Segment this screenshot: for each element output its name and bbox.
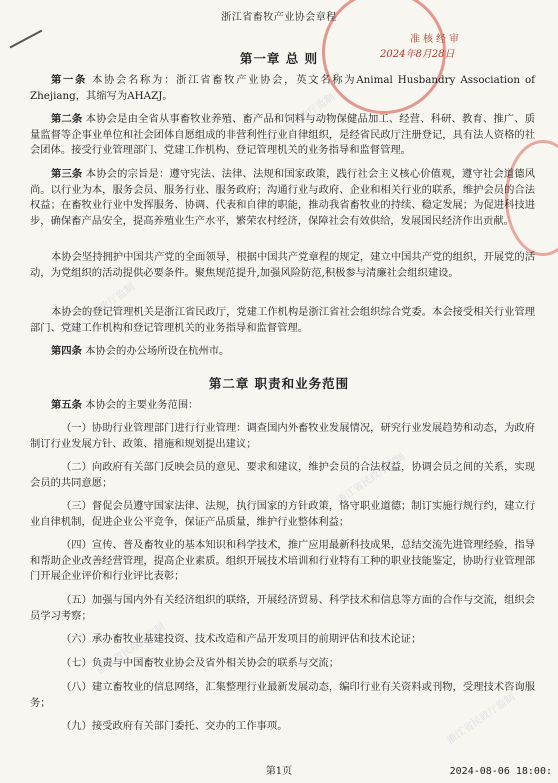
article-5 (30, 398, 535, 414)
article-3-text: 本协会的宗旨是：遵守宪法、法律、法规和国家政策，践行社会主义核心价值观，遵守社会道德风尚。以行业为本，服务会员、服务行业、服务政府；沟通行业与政府、企业和相关行业的联系，维护会员的合法权益；在畜牧业行业中发挥服务、协调、代表和自律的职能，推动我省畜牧业的持续、稳定发展；为促进科技进步，确保畜产品安全，提高养殖业生产水平，繁荣农村经济，保障社会有效供给，发展国民经济作出贡献。 (30, 168, 535, 227)
article-5-lead: 第五条 (51, 399, 82, 411)
watermark-1: 浙江省民政厅监制 (65, 281, 138, 337)
article-1-text: 本协会名称为：浙江省畜牧产业协会，英文名称为Animal Husbandry Association of Zhejiang，其缩写为AHAZJ。 (30, 74, 535, 102)
article-1-lead: 第一条 (51, 74, 88, 86)
page-number: 第1页 (265, 766, 293, 777)
article-4 (30, 344, 535, 360)
scan-timestamp: 2024-08-06 18:00: (449, 766, 552, 777)
chapter-2-title: 第二章 职责和业务范围 (208, 376, 350, 391)
chapter-1-title: 第一章 总 则 (239, 51, 319, 66)
article-4-lead: 第四条 (51, 345, 82, 357)
article-3 (30, 167, 535, 229)
scope-item-3: （三）督促会员遵守国家法律、法规，执行国家的方针政策，恪守职业道德；制订实施行规行约，建立行业自律机制，促进企业公平竞争，保证产品质量，维护行业整体利益； (30, 500, 535, 528)
scope-item-6: （六）承办畜牧业基建投资、技术改造和产品开发项目的前期评估和技术论证； (61, 633, 422, 645)
scope-item-8: （八）建立畜牧业的信息网络，汇集整理行业最新发展动态，编印行业有关资料或刊物，受理技术咨询服务； (30, 681, 535, 709)
registration-paragraph: 本协会的登记管理机关是浙江省民政厅，党建工作机构是浙江省社会组织综合党委。本会接受相关行业管理部门、党建工作机构和登记管理机关的业务指导和监督管理。 (30, 306, 535, 334)
scope-item-5: （五）加强与国内外有关经济组织的联络，开展经济贸易、科学技术和信息等方面的合作与交流，组织会员学习考察； (30, 594, 535, 622)
watermark-2: 浙江省民政厅监制 (265, 91, 338, 147)
article-3-lead: 第三条 (51, 168, 83, 180)
pen-mark (10, 30, 43, 49)
article-1 (30, 73, 535, 104)
scope-item-1: （一）协助行业管理部门进行行业管理：调查国内外畜牧业发展情况，研究行业发展趋势和动态，为政府制订行业发展方针、政策、措施和规划提出建议； (30, 422, 535, 450)
scope-item-4: （四）宣传、普及畜牧业的基本知识和科学技术，推广应用最新科技成果，总结交流先进管理经验，指导和帮助企业改善经营管理，提高企业素质。组织开展技术培训和行业特有工种的职业技能鉴定，协助行业管理部门开展企业评价和行业评比表彰； (30, 539, 535, 582)
party-paragraph: 本协会坚持拥护中国共产党的全面领导，根据中国共产党章程的规定，建立中国共产党的组织，开展党的活动，为党组织的活动提供必要条件。聚焦规范提升,加强风险防范,积极参与清廉社会组织建设。 (30, 251, 535, 279)
handwritten-date: 2024年8月28日 (380, 49, 455, 60)
scope-item-2: （二）向政府有关部门反映会员的意见、要求和建议，维护会员的合法权益，协调会员之间的关系，实现会员的共同意愿； (30, 461, 535, 489)
watermark-5: 浙江省民政厅监制 (445, 691, 518, 747)
article-2-lead: 第二条 (51, 113, 83, 125)
approval-stamp-text: 准核经审 (410, 34, 462, 45)
scope-item-7: （七）负责与中国畜牧业协会及省外相关协会的联系与交流； (61, 657, 340, 669)
article-2-text: 本协会是由全省从事畜牧业养殖、畜产品和饲料与动物保健品加工、经营、科研、教育、推广、质量监督等企事业单位和社会团体自愿组成的非营利性行业自律组织，是经省民政厅注册登记，具有法人资格的社会团体。接受行业管理部门、党建工作机构、登记管理机关的业务指导和监督管理。 (30, 113, 535, 156)
document-header: 浙江省畜牧产业协会章程 (221, 12, 337, 23)
watermark-4: 浙江省民政厅监制 (335, 451, 408, 507)
scope-item-9: （九）接受政府有关部门委托、交办的工作事项。 (61, 720, 288, 732)
watermark-3: 浙江省民政厅监制 (95, 621, 168, 677)
article-4-text: 本协会的办公场所设在杭州市。 (81, 345, 230, 357)
article-5-text: 本协会的主要业务范围： (81, 399, 199, 411)
